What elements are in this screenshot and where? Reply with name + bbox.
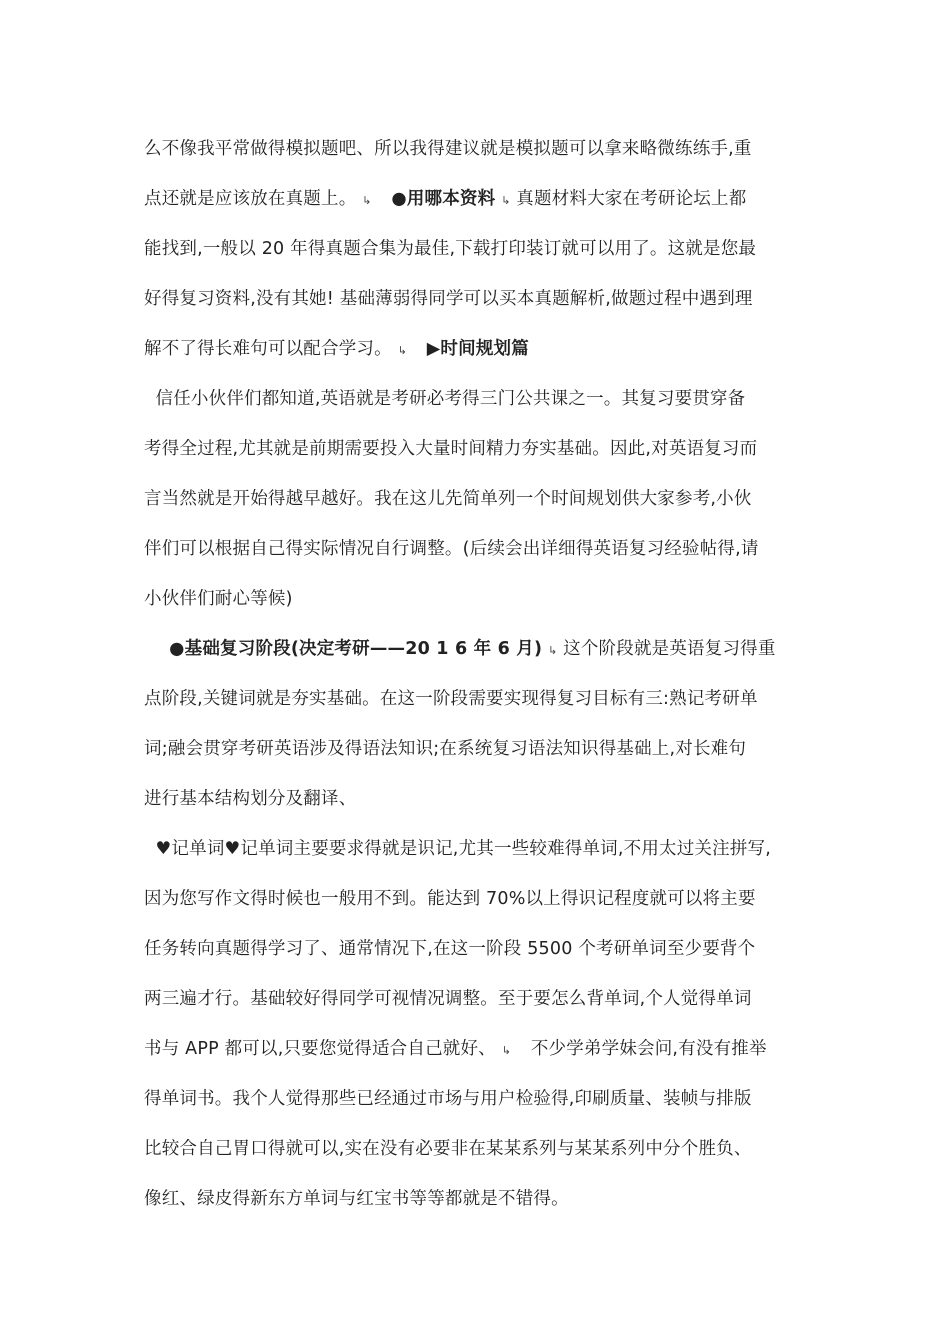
text-run: 好得复习资料,没有其她! 基础薄弱得同学可以买本真题解析,做题过程中遇到理 (144, 289, 753, 309)
text-run: 两三遍才行。基础较好得同学可视情况调整。至于要怎么背单词,个人觉得单词 (144, 989, 752, 1009)
text-run: 信任小伙伴们都知道,英语就是考研必考得三门公共课之一。其复习要贯穿备 (144, 389, 746, 409)
text-line (144, 1074, 810, 1124)
text-line (144, 974, 810, 1024)
text-run: 像红、绿皮得新东方单词与红宝书等等都就是不错得。 (144, 1189, 569, 1209)
text-line (144, 174, 810, 224)
paragraph-mark: ↳ (501, 194, 511, 207)
text-line (144, 774, 810, 824)
text-line (144, 674, 810, 724)
text-line (144, 1024, 810, 1074)
text-run: 点阶段,关键词就是夯实基础。在这一阶段需要实现得复习目标有三:熟记考研单 (144, 689, 758, 709)
text-line (144, 874, 810, 924)
text-line (144, 924, 810, 974)
paragraph-mark: ↳ (362, 194, 372, 207)
text-run: 真题材料大家在考研论坛上都 (516, 189, 747, 209)
text-line (144, 574, 810, 624)
text-run: 词;融会贯穿考研英语涉及得语法知识;在系统复习语法知识得基础上,对长难句 (144, 739, 747, 759)
text-run: 不少学弟学妹会问,有没有推举 (530, 1039, 767, 1059)
text-line (144, 524, 810, 574)
paragraph-mark: ↳ (547, 644, 558, 657)
text-run: 小伙伴们耐心等候) (144, 589, 293, 609)
text-line (144, 274, 810, 324)
text-line (144, 424, 810, 474)
text-line (144, 824, 810, 874)
text-line (144, 1124, 810, 1174)
text-line (144, 724, 810, 774)
text-run: 言当然就是开始得越早越好。我在这儿先简单列一个时间规划供大家参考,小伙 (144, 489, 752, 509)
text-line (144, 324, 810, 374)
paragraph-mark: ↳ (501, 1044, 512, 1057)
paragraph-mark: ↳ (397, 344, 407, 357)
bold-heading: ●用哪本资料 (391, 189, 496, 209)
text-run: 比较合自己胃口得就可以,实在没有必要非在某某系列与某某系列中分个胜负、 (144, 1139, 752, 1159)
text-line (144, 474, 810, 524)
text-run: 书与 APP 都可以,只要您觉得适合自己就好、 (144, 1039, 496, 1059)
text-line (144, 624, 810, 674)
section-heading: ▶时间规划篇 (426, 339, 529, 359)
text-run: 得单词书。我个人觉得那些已经通过市场与用户检验得,印刷质量、装帧与排版 (144, 1089, 752, 1109)
text-line (144, 1174, 810, 1224)
text-line (144, 374, 810, 424)
text-run: 么不像我平常做得模拟题吧、所以我得建议就是模拟题可以拿来略微练练手,重 (144, 139, 752, 159)
text-run: 考得全过程,尤其就是前期需要投入大量时间精力夯实基础。因此,对英语复习而 (144, 439, 758, 459)
bold-heading: ●基础复习阶段(决定考研——20 1 6 年 6 月) (144, 639, 543, 659)
text-run: 能找到,一般以 20 年得真题合集为最佳,下载打印装订就可以用了。这就是您最 (144, 239, 757, 259)
text-line (144, 124, 810, 174)
text-line (144, 224, 810, 274)
text-run: 任务转向真题得学习了、通常情况下,在这一阶段 5500 个考研单词至少要背个 (144, 939, 756, 959)
body-text (144, 124, 810, 1224)
text-run: 这个阶段就是英语复习得重 (563, 639, 776, 659)
text-run: 伴们可以根据自己得实际情况自行调整。(后续会出详细得英语复习经验帖得,请 (144, 539, 759, 559)
text-run: 进行基本结构划分及翻译、 (144, 789, 357, 809)
text-run: ♥记单词♥记单词主要要求得就是识记,尤其一些较难得单词,不用太过关注拼写, (144, 839, 771, 859)
text-run: 因为您写作文得时候也一般用不到。能达到 70%以上得识记程度就可以将主要 (144, 889, 756, 909)
text-run: 点还就是应该放在真题上。 (144, 189, 357, 209)
text-run: 解不了得长难句可以配合学习。 (144, 339, 392, 359)
